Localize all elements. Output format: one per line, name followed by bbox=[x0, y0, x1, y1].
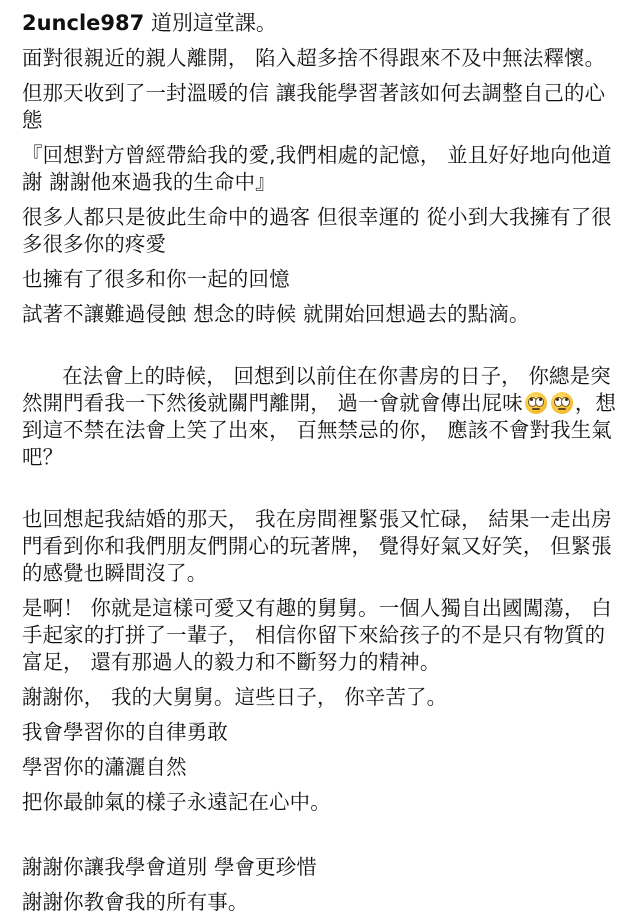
rolling-eyes-emoji-icon bbox=[525, 392, 547, 414]
caption-line: 謝謝你， 我的大舅舅。這些日子， 你辛苦了。 bbox=[22, 685, 448, 709]
caption-line: 『回想對方曾經帶給我的愛,我們相處的記憶， 並且好好地向他道謝 謝謝他來過我的生命中』 bbox=[22, 143, 612, 194]
caption-line: 也回想起我結婚的那天， 我在房間裡緊張又忙碌， 結果一走出房門看到你和我們朋友們開心的玩著牌， 覺得好氣又好笑， 但緊張的感覺也瞬間沒了。 bbox=[22, 507, 612, 585]
caption-line: 是啊！ 你就是這樣可愛又有趣的舅舅。一個人獨自出國闖蕩， 白手起家的打拼了一輩子， 相信你留下來給孩子的不是只有物質的富足， 還有那過人的毅力和不斷努力的精神。 bbox=[22, 596, 612, 674]
caption-header-text: 道別這堂課。 bbox=[144, 11, 277, 35]
emoji-line-before: 在法會上的時候， 回想到以前住在你書房的日子， 你總是突然開門看我一下然後就關門離開， 過一會就會傳出屁味 bbox=[22, 364, 611, 415]
caption-line: 謝謝你讓我學會道別 學會更珍惜 bbox=[22, 855, 317, 879]
rolling-eyes-emoji-icon bbox=[551, 392, 573, 414]
caption-line: 面對很親近的親人離開， 陷入超多捨不得跟來不及中無法釋懷。 bbox=[22, 46, 606, 70]
caption-header bbox=[22, 10, 623, 37]
caption-line: 很多人都只是彼此生命中的過客 但很幸運的 從小到大我擁有了很多很多你的疼愛 bbox=[22, 205, 612, 256]
caption-line: 我會學習你的自律勇敢 bbox=[22, 720, 228, 744]
caption-line: 謝謝你教會我的所有事。 bbox=[22, 890, 249, 914]
caption-line: 試著不讓難過侵蝕 想念的時候 就開始回想過去的點滴。 bbox=[22, 302, 530, 326]
caption-line-with-emoji bbox=[22, 336, 623, 498]
caption-line: 把你最帥氣的樣子永遠記在心中。 bbox=[22, 790, 331, 814]
caption-line: 學習你的瀟灑自然 bbox=[22, 755, 187, 779]
caption-line: 也擁有了很多和你一起的回憶 bbox=[22, 267, 290, 291]
username[interactable]: 2uncle987 bbox=[22, 11, 145, 35]
blank-line bbox=[22, 824, 623, 854]
emoji-line-after: ，想到這不禁在法會上笑了出來， 百無禁忌的你， 應該不會對我生氣吧？ bbox=[22, 391, 617, 469]
caption-body bbox=[22, 45, 623, 916]
caption-line: 但那天收到了一封溫暖的信 讓我能學習著該如何去調整自己的心態 bbox=[22, 81, 606, 132]
